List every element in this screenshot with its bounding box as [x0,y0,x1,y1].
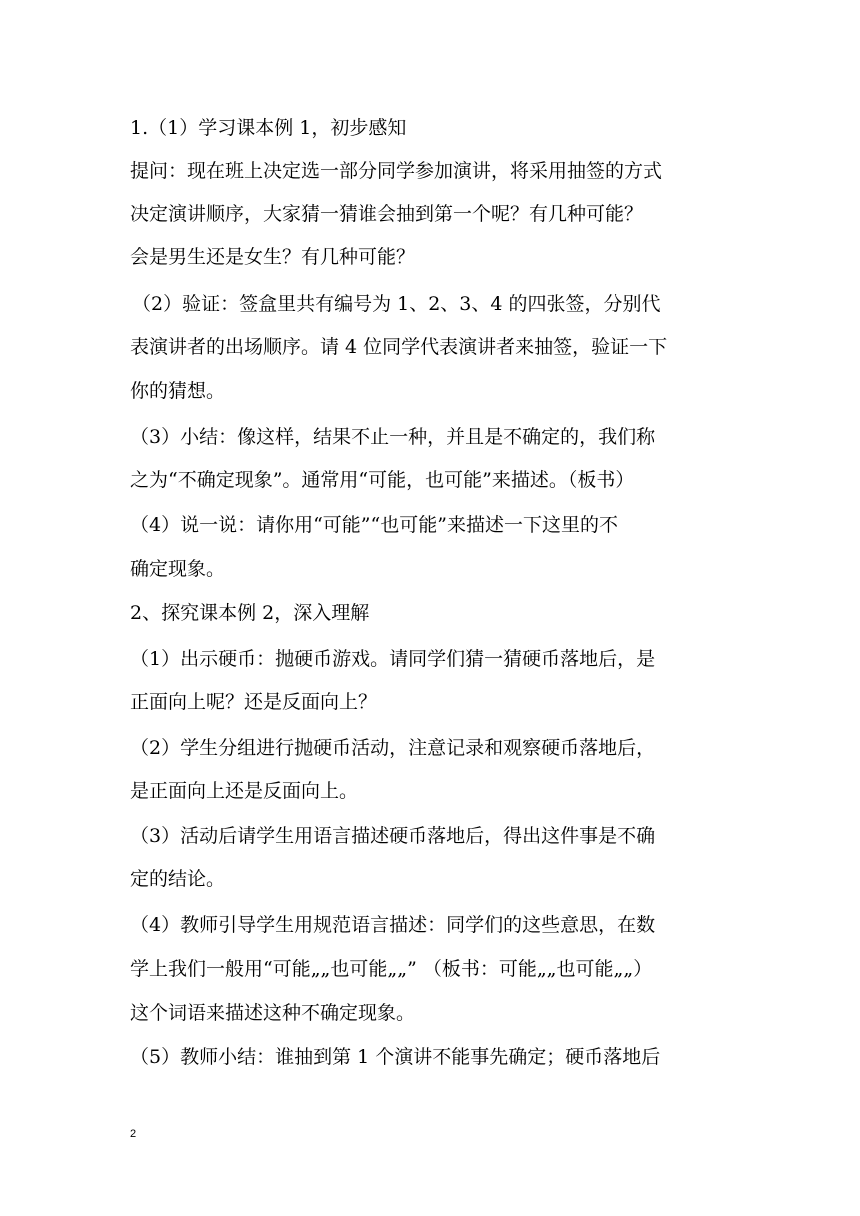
text-line: （3）小结：像这样，结果不止一种，并且是不确定的，我们称 [130,426,656,448]
page-number: 2 [130,1128,137,1140]
text-line: （2）验证：签盒里共有编号为 1、2、3、4 的四张签，分别代 [132,293,661,315]
text-line: 这个词语来描述这种不确定现象。 [130,1002,416,1024]
text-line: 是正面向上还是反面向上。 [130,780,359,802]
text-line: 表演讲者的出场顺序。请 4 位同学代表演讲者来抽签，验证一下 [130,336,668,358]
text-line: 定的结论。 [130,868,226,890]
text-line: 确定现象。 [130,558,226,580]
text-line: 你的猜想。 [130,380,226,402]
text-line: 正面向上呢？还是反面向上？ [130,691,378,713]
text-line: （5）教师小结：谁抽到第 1 个演讲不能事先确定；硬币落地后 [130,1046,661,1068]
text-line: 提问：现在班上决定选一部分同学参加演讲，将采用抽签的方式 [130,160,663,182]
text-line: 决定演讲顺序，大家猜一猜谁会抽到第一个呢？有几种可能？ [130,203,644,225]
text-line: （3）活动后请学生用语言描述硬币落地后，得出这件事是不确 [130,825,656,847]
section-heading: 2、探究课本例 2，深入理解 [130,602,370,624]
text-line: （2）学生分组进行抛硬币活动，注意记录和观察硬币落地后， [130,737,656,759]
text-line: （1）出示硬币：抛硬币游戏。请同学们猜一猜硬币落地后，是 [130,648,656,670]
text-line: 会是男生还是女生？有几种可能？ [130,246,416,268]
text-line: 学上我们一般用“可能„„也可能„„” （板书：可能„„也可能„„） [130,958,653,980]
text-line: （4）教师引导学生用规范语言描述：同学们的这些意思，在数 [130,914,656,936]
text-line: （4）说一说：请你用“可能”“也可能”来描述一下这里的不 [130,514,618,536]
text-line: 之为“不确定现象”。通常用“可能，也可能”来描述。（板书） [130,469,635,491]
text-line: 1.（1）学习课本例 1，初步感知 [130,117,407,139]
